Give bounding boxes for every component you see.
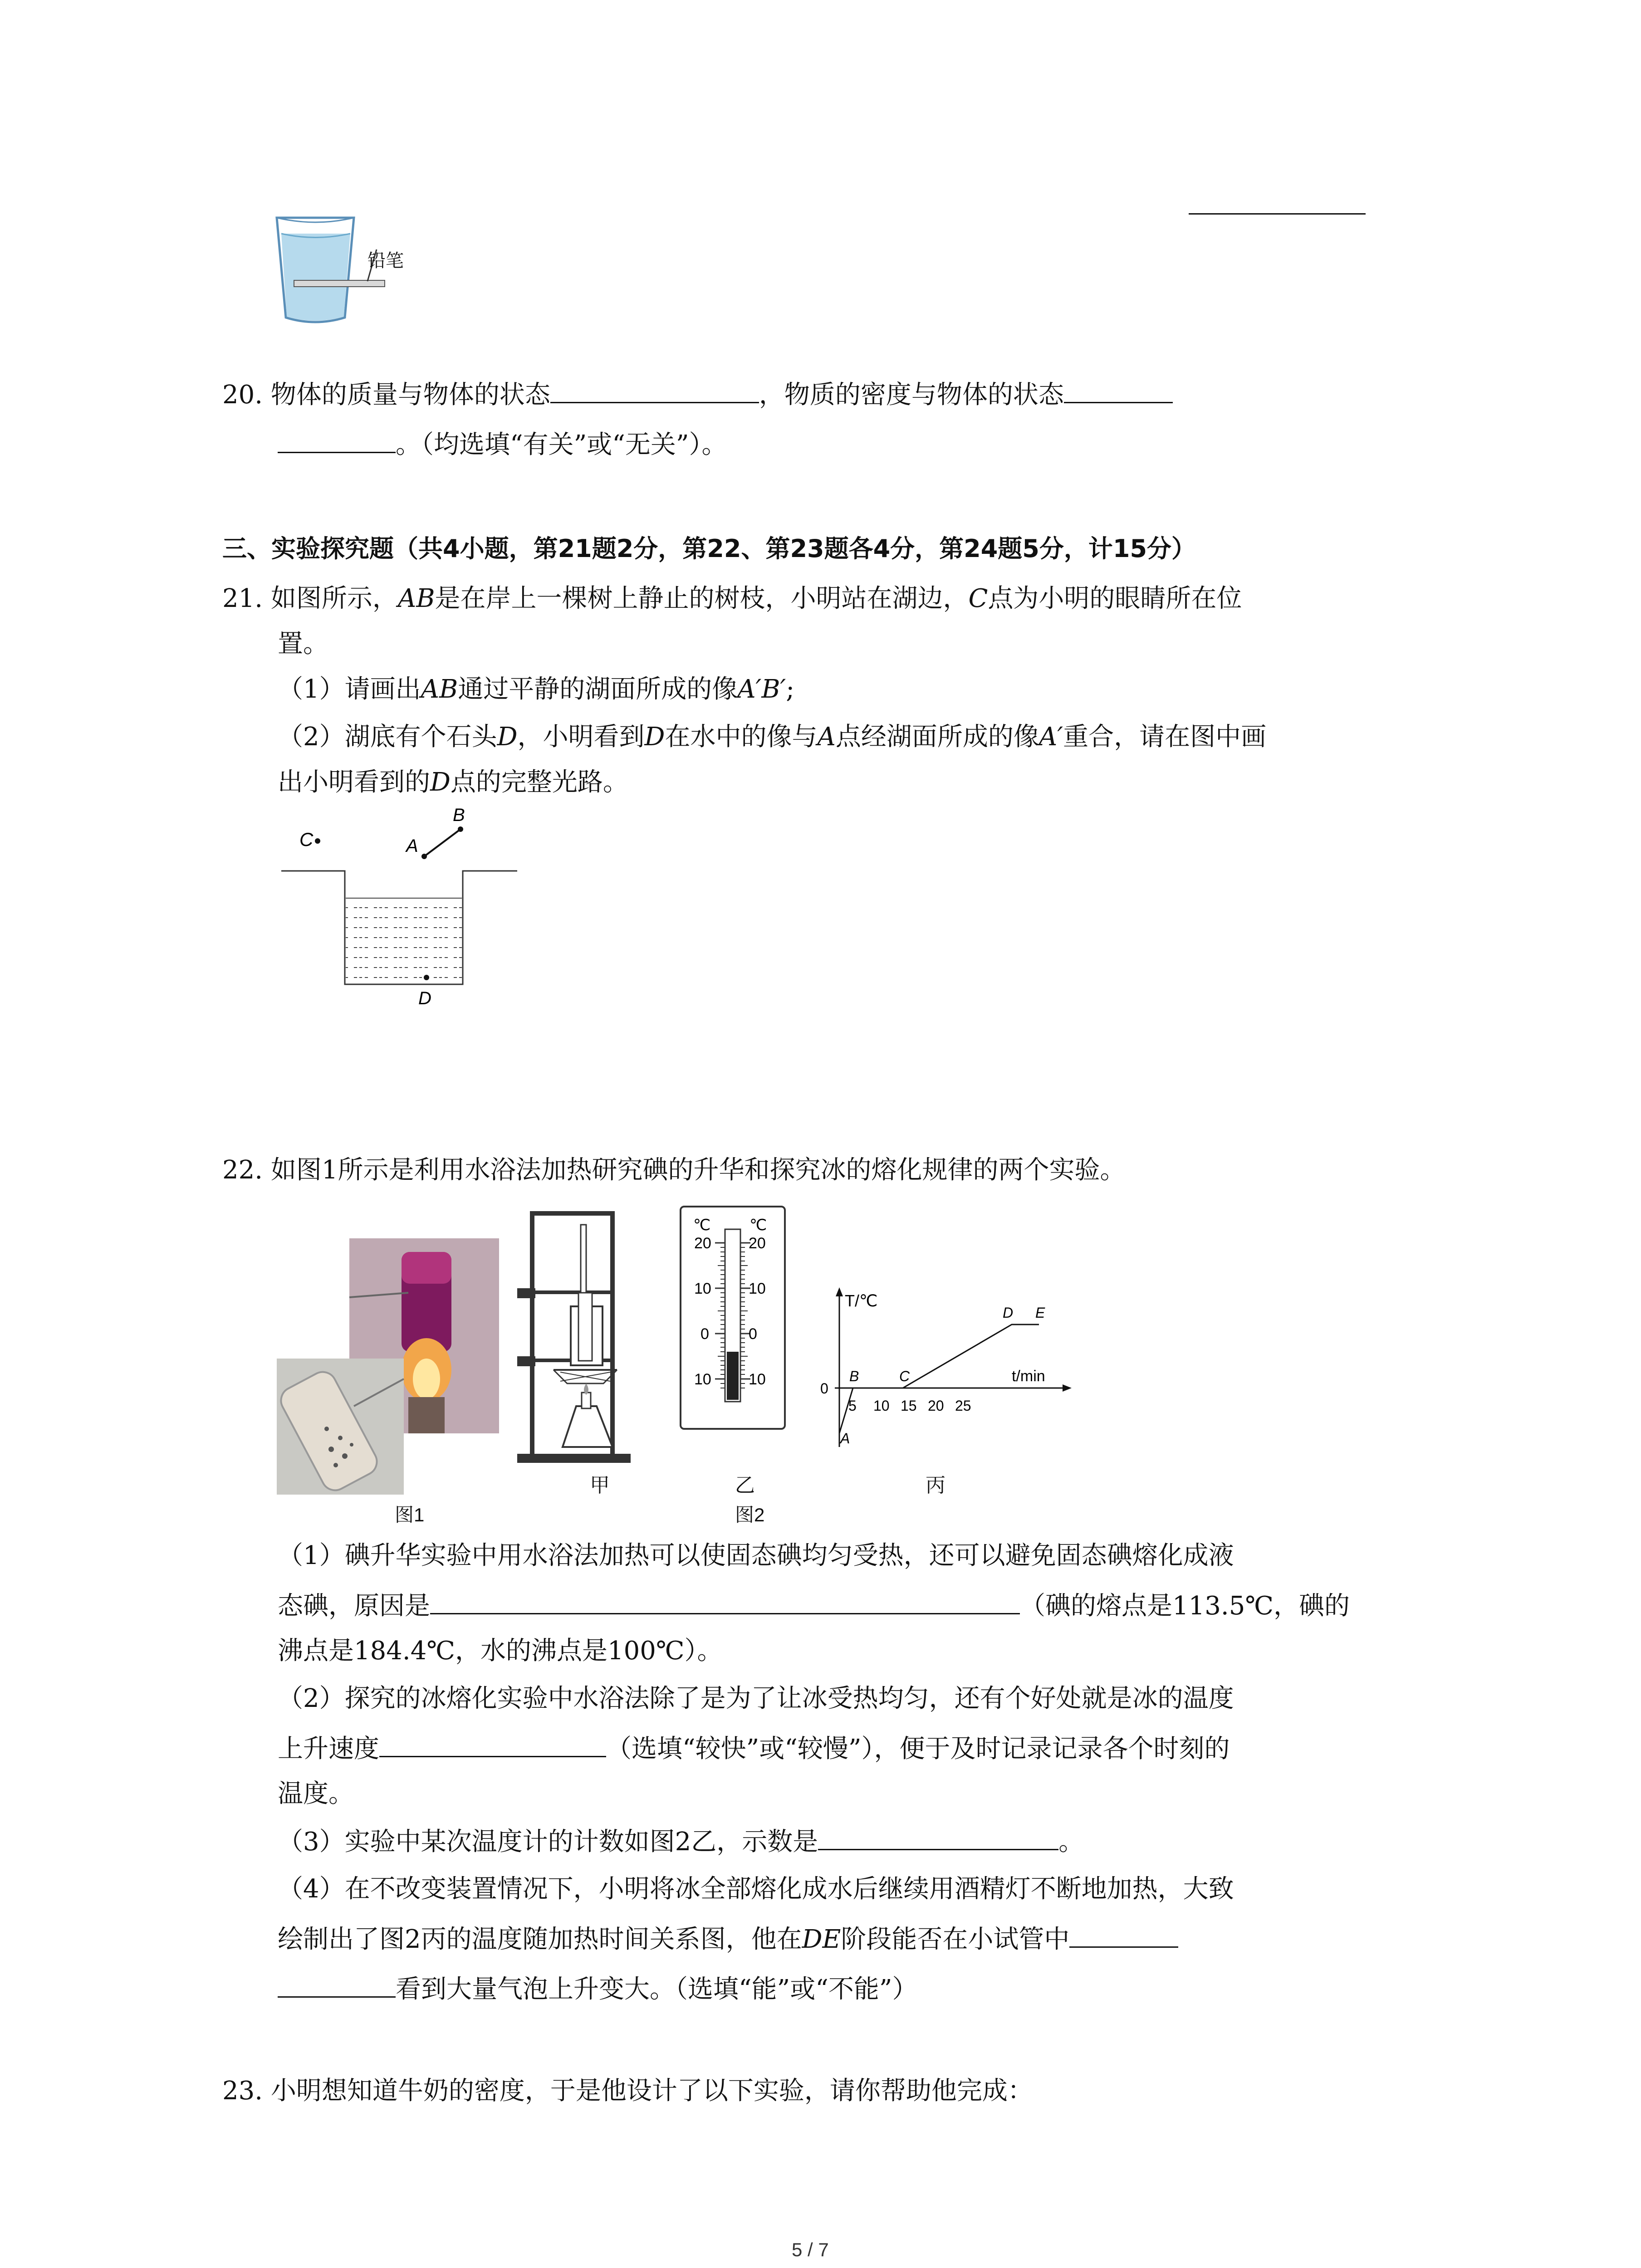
q21-p1-image: A′B′ bbox=[737, 675, 786, 704]
q20-line2 bbox=[278, 426, 727, 463]
q21-p2-b: ，小明看到 bbox=[517, 722, 645, 752]
thermo-column bbox=[727, 1352, 739, 1400]
lake-figure-svg bbox=[272, 803, 526, 1012]
q21-text-1d: 点为小明的眼睛所在位 bbox=[988, 584, 1242, 613]
q22-p4-de: DE bbox=[802, 1925, 841, 1954]
thermo-tick-label: 0 bbox=[700, 1325, 709, 1343]
q21-p2-c: 在水中的像与 bbox=[665, 722, 818, 752]
apparatus-jia bbox=[504, 1202, 640, 1474]
q21-p1-c: ; bbox=[786, 675, 795, 704]
q21-part2-line2 bbox=[278, 764, 628, 801]
q23-line bbox=[222, 2073, 1033, 2109]
q22-p3-line bbox=[278, 1823, 1084, 1860]
temperature-graph-bing bbox=[812, 1284, 1075, 1456]
q22-p2-line2 bbox=[278, 1730, 1230, 1767]
q22-p3-a: （3）实验中某次温度计的计数如图2乙，示数是 bbox=[278, 1827, 818, 1857]
q21-p2-e: 点经湖面所成的像 bbox=[835, 722, 1039, 752]
q22-p1-line2 bbox=[278, 1588, 1350, 1624]
thermo-tick-label: 10 bbox=[749, 1371, 766, 1388]
q22-p4-blank[interactable] bbox=[1069, 1921, 1178, 1948]
graph-point-a: A bbox=[840, 1430, 850, 1447]
graph-curve bbox=[839, 1325, 1039, 1433]
q20-blank-1[interactable] bbox=[550, 376, 759, 403]
q21-number: 21. bbox=[222, 584, 263, 613]
q22-p4-line1: （4）在不改变装置情况下，小明将冰全部熔化成水后继续用酒精灯不断地加热，大致 bbox=[278, 1874, 1234, 1904]
label-b: B bbox=[453, 805, 465, 825]
thermometer-yi bbox=[676, 1202, 789, 1433]
graph-origin: 0 bbox=[820, 1380, 828, 1397]
thermo-tick-label: 10 bbox=[694, 1371, 711, 1388]
q20-text-a: 物体的质量与物体的状态 bbox=[270, 380, 550, 410]
q22-p4-line2 bbox=[278, 1921, 1178, 1958]
q22-p2-b: 上升速度 bbox=[278, 1734, 379, 1764]
thermo-unit-left: ℃ bbox=[693, 1217, 711, 1234]
q22-p3-blank[interactable] bbox=[818, 1823, 1058, 1850]
q22-p1-c: （碘的熔点是113.5℃，碘的 bbox=[1020, 1591, 1350, 1621]
thermo-tick-label: 10 bbox=[749, 1280, 766, 1297]
page-number: 5 / 7 bbox=[792, 2239, 829, 2260]
q21-p2-d: D bbox=[497, 722, 518, 752]
q21-p1-ab: AB bbox=[421, 675, 458, 704]
q21-p2-a2: A bbox=[817, 722, 836, 752]
q22-p4-b: 绘制出了图2丙的温度随加热时间关系图，他在 bbox=[278, 1925, 802, 1954]
q21-p2-d2: D bbox=[644, 722, 665, 752]
apparatus-svg bbox=[504, 1202, 640, 1474]
label-fig1: 图1 bbox=[395, 1504, 425, 1525]
point-d bbox=[424, 975, 429, 980]
q21-ab: AB bbox=[397, 584, 435, 613]
q21-p2l2-d: D bbox=[430, 767, 451, 797]
q22-p2-c: （选填“较快”或“较慢”），便于及时记录记录各个时刻的 bbox=[606, 1734, 1230, 1764]
thermometer-svg bbox=[676, 1202, 789, 1433]
beaker-pencil-svg bbox=[268, 213, 431, 331]
q22-p1-blank[interactable] bbox=[430, 1588, 1020, 1614]
label-d: D bbox=[418, 988, 431, 1008]
label-c: C bbox=[299, 829, 314, 850]
q23-number: 23. bbox=[222, 2076, 263, 2106]
section3-title: 三、实验探究题（共4小题，第21题2分，第22、第23题各4分，第24题5分，计15分） bbox=[222, 534, 1196, 563]
thermo-unit-right: ℃ bbox=[749, 1217, 767, 1234]
thermo-tick-label: 20 bbox=[694, 1235, 711, 1252]
graph-svg bbox=[812, 1284, 1075, 1456]
q22-p2-line3: 温度。 bbox=[278, 1779, 354, 1809]
graph-x-tick: 5 bbox=[848, 1398, 857, 1414]
point-a bbox=[421, 854, 427, 859]
answer-blank-top[interactable] bbox=[1189, 213, 1366, 215]
graph-y-label: T/℃ bbox=[845, 1291, 878, 1310]
q21-p2-a3: A′ bbox=[1038, 722, 1063, 752]
graph-x-label: t/min bbox=[1012, 1368, 1045, 1385]
q21-part1 bbox=[278, 671, 794, 708]
q21-line2: 置。 bbox=[278, 629, 328, 659]
q20-text-b: ，物质的密度与物体的状态 bbox=[759, 380, 1064, 410]
iodine-photos bbox=[272, 1202, 499, 1497]
q22-p3-b: 。 bbox=[1058, 1827, 1084, 1857]
q22-number: 22. bbox=[222, 1155, 263, 1185]
q21-part2 bbox=[278, 719, 1266, 755]
q20-text-c: 。（均选填“有关”或“无关”）。 bbox=[396, 430, 727, 459]
q21-p2-f: 重合，请在图中画 bbox=[1063, 722, 1267, 752]
q21-text-1b: 是在岸上一棵树上静止的树枝，小明站在湖边， bbox=[435, 584, 969, 613]
q21-p2l2-b: 点的完整光路。 bbox=[450, 767, 628, 797]
q20-blank-2-cont[interactable] bbox=[278, 426, 396, 453]
graph-x-tick: 20 bbox=[928, 1398, 944, 1414]
graph-point-e: E bbox=[1035, 1305, 1045, 1321]
q22-intro-text: 如图1所示是利用水浴法加热研究碘的升华和探究冰的熔化规律的两个实验。 bbox=[270, 1155, 1126, 1185]
q21-c: C bbox=[968, 584, 988, 613]
q22-p4-c: 阶段能否在小试管中 bbox=[841, 1925, 1070, 1954]
graph-point-b: B bbox=[849, 1368, 859, 1384]
q22-intro bbox=[222, 1152, 1126, 1188]
iodine-photos-svg bbox=[272, 1202, 499, 1497]
label-jia: 甲 bbox=[590, 1474, 610, 1496]
point-c bbox=[315, 838, 320, 844]
q21-p1-b: 通过平静的湖面所成的像 bbox=[458, 675, 738, 704]
q22-p4-line3 bbox=[278, 1971, 918, 2008]
q21-line1 bbox=[222, 581, 1242, 617]
point-b bbox=[458, 826, 463, 832]
q22-p1-line1: （1）碘升华实验中用水浴法加热可以使固态碘均匀受热，还可以避免固态碘熔化成液 bbox=[278, 1541, 1234, 1570]
q21-p2-a: （2）湖底有个石头 bbox=[278, 722, 497, 752]
lake-figure bbox=[272, 803, 526, 1012]
q22-p4-blank-cont[interactable] bbox=[278, 1971, 396, 1998]
q21-p1-a: （1）请画出 bbox=[278, 675, 421, 704]
graph-x-tick: 15 bbox=[901, 1398, 917, 1414]
thermo-tick-label: 10 bbox=[694, 1280, 711, 1297]
graph-x-tick: 10 bbox=[873, 1398, 890, 1414]
label-fig2: 图2 bbox=[735, 1504, 765, 1525]
q20-number: 20. bbox=[222, 380, 263, 410]
q22-p1-b: 态碘，原因是 bbox=[278, 1591, 430, 1621]
graph-point-d: D bbox=[1003, 1305, 1014, 1321]
q22-p2-line1: （2）探究的冰熔化实验中水浴法除了是为了让冰受热均匀，还有个好处就是冰的温度 bbox=[278, 1684, 1234, 1713]
q23-text: 小明想知道牛奶的密度，于是他设计了以下实验，请你帮助他完成： bbox=[270, 2076, 1033, 2106]
graph-x-tick: 25 bbox=[955, 1398, 971, 1414]
q20-blank-2[interactable] bbox=[1064, 376, 1173, 403]
label-yi: 乙 bbox=[735, 1474, 755, 1496]
thermo-tick-label: 20 bbox=[749, 1235, 766, 1252]
q21-p2l2-a: 出小明看到的 bbox=[278, 767, 430, 797]
q21-text-1a: 如图所示， bbox=[270, 584, 398, 613]
pencil-label: 铅笔 bbox=[367, 251, 404, 271]
beaker-pencil-figure bbox=[268, 213, 431, 331]
thermo-tick-label: 0 bbox=[749, 1325, 757, 1343]
q20-line1 bbox=[222, 376, 1173, 413]
q22-p4-d: 看到大量气泡上升变大。（选填“能”或“不能”） bbox=[396, 1975, 918, 2004]
q22-p2-blank[interactable] bbox=[379, 1730, 606, 1757]
q22-p1-line3: 沸点是184.4℃，水的沸点是100℃）。 bbox=[278, 1636, 723, 1666]
label-bing: 丙 bbox=[926, 1474, 945, 1496]
label-a: A bbox=[406, 836, 418, 856]
graph-point-c: C bbox=[899, 1368, 910, 1384]
